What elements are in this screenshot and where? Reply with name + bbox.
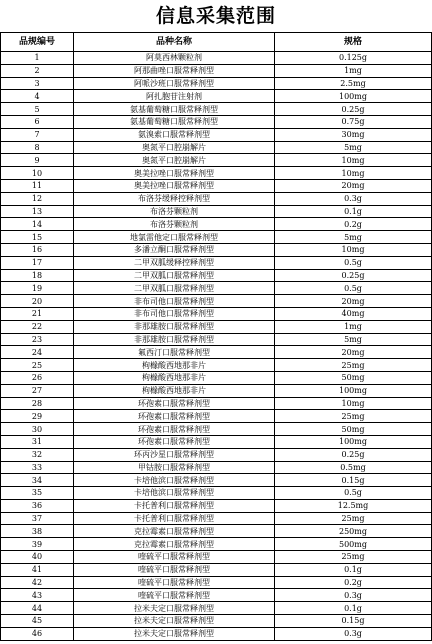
cell-product-code: 41 xyxy=(1,563,74,576)
cell-product-name: 非那雄胺口服常释剂型 xyxy=(74,320,275,333)
cell-product-code: 3 xyxy=(1,77,74,90)
table-row xyxy=(1,359,432,372)
cell-specification: 100mg xyxy=(275,435,432,448)
table-row xyxy=(1,52,432,65)
table-row xyxy=(1,499,432,512)
cell-product-code: 14 xyxy=(1,218,74,231)
cell-product-code: 38 xyxy=(1,525,74,538)
table-row xyxy=(1,243,432,256)
table-row xyxy=(1,423,432,436)
cell-specification: 1mg xyxy=(275,64,432,77)
cell-product-name: 甲钴胺口服常释剂型 xyxy=(74,461,275,474)
cell-product-code: 46 xyxy=(1,627,74,640)
cell-product-name: 布洛芬缓释控释剂型 xyxy=(74,192,275,205)
cell-product-name: 多潘立酮口服常释剂型 xyxy=(74,243,275,256)
table-row xyxy=(1,512,432,525)
cell-specification: 25mg xyxy=(275,410,432,423)
cell-product-name: 克拉霉素口服常释剂型 xyxy=(74,538,275,551)
cell-product-code: 5 xyxy=(1,103,74,116)
cell-product-name: 枸橼酸西地那非片 xyxy=(74,359,275,372)
cell-product-code: 42 xyxy=(1,576,74,589)
cell-product-code: 29 xyxy=(1,410,74,423)
table-row xyxy=(1,282,432,295)
table-row xyxy=(1,192,432,205)
cell-product-name: 非布司他口服常释剂型 xyxy=(74,295,275,308)
table-row xyxy=(1,295,432,308)
cell-product-name: 阿那曲唑口服常释剂型 xyxy=(74,64,275,77)
cell-product-code: 13 xyxy=(1,205,74,218)
cell-product-name: 布洛芬颗粒剂 xyxy=(74,218,275,231)
cell-product-code: 2 xyxy=(1,64,74,77)
cell-product-name: 地氯雷他定口服常释剂型 xyxy=(74,231,275,244)
cell-product-code: 18 xyxy=(1,269,74,282)
cell-product-code: 26 xyxy=(1,371,74,384)
cell-product-name: 非那雄胺口服常释剂型 xyxy=(74,333,275,346)
cell-specification: 0.2g xyxy=(275,576,432,589)
page-title: 信息采集范围 xyxy=(155,5,276,27)
cell-specification: 50mg xyxy=(275,423,432,436)
cell-product-name: 卡托普利口服常释剂型 xyxy=(74,499,275,512)
cell-product-code: 4 xyxy=(1,90,74,103)
cell-specification: 0.3g xyxy=(275,627,432,640)
cell-specification: 5mg xyxy=(275,333,432,346)
cell-specification: 10mg xyxy=(275,397,432,410)
cell-product-code: 11 xyxy=(1,179,74,192)
cell-product-name: 环丙沙星口服常释剂型 xyxy=(74,448,275,461)
cell-specification: 0.25g xyxy=(275,269,432,282)
table-row xyxy=(1,256,432,269)
cell-product-code: 45 xyxy=(1,615,74,628)
cell-product-name: 拉米夫定口服常释剂型 xyxy=(74,627,275,640)
cell-product-code: 9 xyxy=(1,154,74,167)
cell-product-name: 环孢素口服常释剂型 xyxy=(74,423,275,436)
cell-specification: 10mg xyxy=(275,167,432,180)
table-row xyxy=(1,384,432,397)
cell-specification: 0.1g xyxy=(275,602,432,615)
table-row xyxy=(1,371,432,384)
cell-product-name: 氨溴索口服常释剂型 xyxy=(74,128,275,141)
cell-product-name: 二甲双胍缓释控释剂型 xyxy=(74,256,275,269)
cell-product-name: 枸橼酸西地那非片 xyxy=(74,371,275,384)
cell-product-name: 喹硫平口服常释剂型 xyxy=(74,576,275,589)
cell-specification: 20mg xyxy=(275,179,432,192)
table-row xyxy=(1,333,432,346)
cell-specification: 0.5g xyxy=(275,282,432,295)
cell-product-code: 28 xyxy=(1,397,74,410)
cell-specification: 20mg xyxy=(275,295,432,308)
table-row xyxy=(1,269,432,282)
cell-product-name: 喹硫平口服常释剂型 xyxy=(74,563,275,576)
cell-product-code: 19 xyxy=(1,282,74,295)
cell-specification: 0.15g xyxy=(275,474,432,487)
cell-product-name: 布洛芬颗粒剂 xyxy=(74,205,275,218)
cell-product-name: 喹硫平口服常释剂型 xyxy=(74,551,275,564)
cell-specification: 0.2g xyxy=(275,218,432,231)
cell-product-name: 二甲双胍口服常释剂型 xyxy=(74,282,275,295)
table-row xyxy=(1,346,432,359)
table-row xyxy=(1,563,432,576)
cell-product-name: 卡托普利口服常释剂型 xyxy=(74,512,275,525)
cell-product-code: 15 xyxy=(1,231,74,244)
cell-product-code: 43 xyxy=(1,589,74,602)
cell-product-name: 氟西汀口服常释剂型 xyxy=(74,346,275,359)
cell-specification: 30mg xyxy=(275,128,432,141)
table-row xyxy=(1,90,432,103)
cell-specification: 0.75g xyxy=(275,115,432,128)
cell-product-code: 27 xyxy=(1,384,74,397)
table-row xyxy=(1,435,432,448)
cell-product-code: 40 xyxy=(1,551,74,564)
cell-product-name: 阿莫西林颗粒剂 xyxy=(74,52,275,65)
table-row xyxy=(1,410,432,423)
cell-product-code: 37 xyxy=(1,512,74,525)
cell-product-code: 32 xyxy=(1,448,74,461)
cell-product-code: 16 xyxy=(1,243,74,256)
table-row xyxy=(1,602,432,615)
cell-product-name: 喹硫平口服常释剂型 xyxy=(74,589,275,602)
cell-product-name: 卡培他滨口服常释剂型 xyxy=(74,474,275,487)
cell-specification: 10mg xyxy=(275,154,432,167)
table-row xyxy=(1,179,432,192)
cell-specification: 25mg xyxy=(275,551,432,564)
table-row xyxy=(1,538,432,551)
table-row xyxy=(1,397,432,410)
cell-product-name: 拉米夫定口服常释剂型 xyxy=(74,602,275,615)
header-specification: 规格 xyxy=(275,33,432,52)
cell-specification: 25mg xyxy=(275,512,432,525)
cell-specification: 500mg xyxy=(275,538,432,551)
cell-specification: 0.5mg xyxy=(275,461,432,474)
cell-product-code: 21 xyxy=(1,307,74,320)
table-body xyxy=(1,52,432,641)
table-row xyxy=(1,551,432,564)
cell-product-code: 30 xyxy=(1,423,74,436)
table-row xyxy=(1,77,432,90)
cell-product-name: 奥氮平口腔崩解片 xyxy=(74,154,275,167)
cell-product-code: 7 xyxy=(1,128,74,141)
table-row xyxy=(1,307,432,320)
cell-product-code: 31 xyxy=(1,435,74,448)
cell-product-name: 克拉霉素口服常释剂型 xyxy=(74,525,275,538)
table-row xyxy=(1,487,432,500)
table-row xyxy=(1,64,432,77)
cell-specification: 25mg xyxy=(275,359,432,372)
cell-product-name: 环孢素口服常释剂型 xyxy=(74,410,275,423)
cell-product-code: 1 xyxy=(1,52,74,65)
cell-product-code: 6 xyxy=(1,115,74,128)
cell-product-name: 拉米夫定口服常释剂型 xyxy=(74,615,275,628)
cell-product-name: 阿扎胞苷注射剂 xyxy=(74,90,275,103)
cell-product-code: 12 xyxy=(1,192,74,205)
table-row xyxy=(1,115,432,128)
table-row xyxy=(1,320,432,333)
cell-product-name: 环孢素口服常释剂型 xyxy=(74,435,275,448)
table-row xyxy=(1,627,432,640)
cell-specification: 40mg xyxy=(275,307,432,320)
cell-product-name: 阿哌沙班口服常释剂型 xyxy=(74,77,275,90)
cell-product-code: 25 xyxy=(1,359,74,372)
cell-product-code: 24 xyxy=(1,346,74,359)
cell-specification: 0.1g xyxy=(275,563,432,576)
cell-product-code: 17 xyxy=(1,256,74,269)
table-row xyxy=(1,525,432,538)
cell-product-name: 奥氮平口腔崩解片 xyxy=(74,141,275,154)
cell-specification: 12.5mg xyxy=(275,499,432,512)
table-row xyxy=(1,474,432,487)
cell-specification: 100mg xyxy=(275,384,432,397)
cell-product-code: 8 xyxy=(1,141,74,154)
cell-product-name: 氨基葡萄糖口服常释剂型 xyxy=(74,115,275,128)
cell-product-code: 34 xyxy=(1,474,74,487)
table-row xyxy=(1,218,432,231)
table-header-row xyxy=(1,33,432,52)
cell-product-code: 44 xyxy=(1,602,74,615)
cell-product-name: 环孢素口服常释剂型 xyxy=(74,397,275,410)
table-row xyxy=(1,141,432,154)
header-product-code: 品规编号 xyxy=(1,33,74,52)
cell-specification: 50mg xyxy=(275,371,432,384)
cell-product-name: 奥美拉唑口服常释剂型 xyxy=(74,167,275,180)
cell-product-code: 39 xyxy=(1,538,74,551)
header-product-name: 品种名称 xyxy=(74,33,275,52)
cell-specification: 0.25g xyxy=(275,103,432,116)
table-row xyxy=(1,128,432,141)
cell-specification: 1mg xyxy=(275,320,432,333)
cell-specification: 0.3g xyxy=(275,589,432,602)
cell-specification: 0.125g xyxy=(275,52,432,65)
table-row xyxy=(1,461,432,474)
table-row xyxy=(1,576,432,589)
cell-specification: 10mg xyxy=(275,243,432,256)
cell-product-code: 22 xyxy=(1,320,74,333)
table-row xyxy=(1,154,432,167)
cell-product-name: 卡培他滨口服常释剂型 xyxy=(74,487,275,500)
table-row xyxy=(1,589,432,602)
cell-specification: 0.25g xyxy=(275,448,432,461)
cell-product-name: 枸橼酸西地那非片 xyxy=(74,384,275,397)
cell-specification: 20mg xyxy=(275,346,432,359)
table-row xyxy=(1,231,432,244)
cell-product-name: 非布司他口服常释剂型 xyxy=(74,307,275,320)
table-row xyxy=(1,448,432,461)
cell-product-code: 35 xyxy=(1,487,74,500)
cell-specification: 100mg xyxy=(275,90,432,103)
cell-product-code: 23 xyxy=(1,333,74,346)
cell-specification: 2.5mg xyxy=(275,77,432,90)
cell-specification: 0.5g xyxy=(275,256,432,269)
cell-specification: 0.1g xyxy=(275,205,432,218)
table-row xyxy=(1,167,432,180)
cell-product-name: 奥美拉唑口服常释剂型 xyxy=(74,179,275,192)
cell-specification: 5mg xyxy=(275,231,432,244)
cell-product-code: 33 xyxy=(1,461,74,474)
cell-specification: 5mg xyxy=(275,141,432,154)
cell-specification: 250mg xyxy=(275,525,432,538)
cell-product-name: 氨基葡萄糖口服常释剂型 xyxy=(74,103,275,116)
table-row xyxy=(1,205,432,218)
cell-product-code: 36 xyxy=(1,499,74,512)
cell-product-name: 二甲双胍口服常释剂型 xyxy=(74,269,275,282)
table-row xyxy=(1,103,432,116)
cell-product-code: 10 xyxy=(1,167,74,180)
cell-product-code: 20 xyxy=(1,295,74,308)
collection-scope-table xyxy=(0,32,432,641)
cell-specification: 0.15g xyxy=(275,615,432,628)
cell-specification: 0.5g xyxy=(275,487,432,500)
table-row xyxy=(1,615,432,628)
cell-specification: 0.3g xyxy=(275,192,432,205)
